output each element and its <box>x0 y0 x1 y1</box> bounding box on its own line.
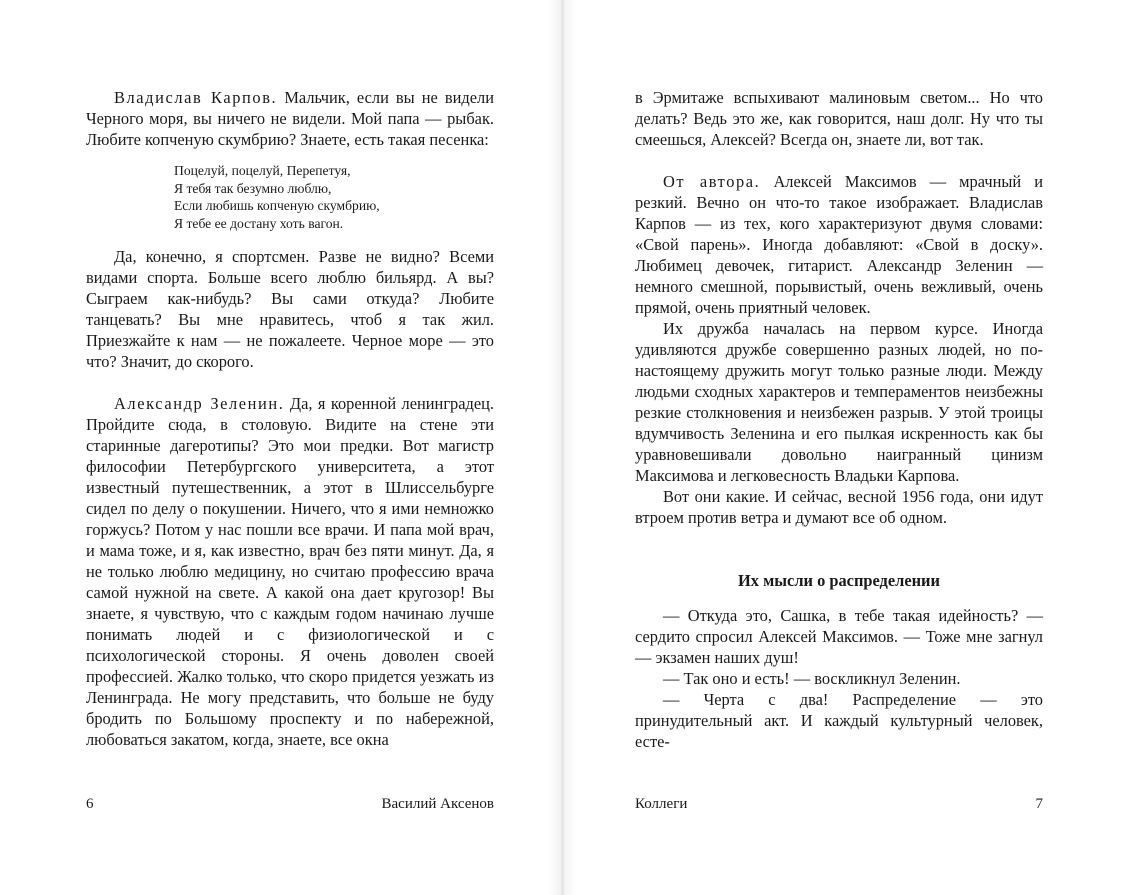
right-text-column <box>635 87 1043 752</box>
verse-line: Я тебе ее достану хоть вагон. <box>174 215 344 231</box>
book-gutter <box>548 0 576 895</box>
song-verse <box>174 162 494 232</box>
karpov-monologue-continued: Да, конечно, я спортсмен. Разве не видно? Всеми видами спорта. Больше всего люблю бильярд. А вы? Сыграем как-нибудь? Вы сами откуда? Любите танцевать? Вы мне нравитесь, чтоб я так жил. Приезжайте к нам — не пожалеете. Черное море — это что? Значит, до скорого. <box>86 247 494 371</box>
running-title-book: Коллеги <box>635 796 688 812</box>
friendship-paragraph: Их дружба началась на первом курсе. Иногда удивляются дружбе совершенно разных людей, но по-настоящему дружить могут только разные люди. Между людьми сходных характеров и темпераментов неизбежны резкие столкновения и неизбежен разрыв. У этой троицы вдумчивость Зеленина и его пылкая искренность как бы уравновешивали довольно наигранный цинизм Максимова и легковесность Владьки Карпова. <box>635 319 1043 485</box>
author-note <box>635 171 1043 318</box>
dialogue-line: — Откуда это, Сашка, в тебе такая идейность? — сердито спросил Алексей Максимов. — Тоже мне загнул — экзамен наших душ! <box>635 606 1043 667</box>
verse-line: Если любишь копченую скумбрию, <box>174 198 380 213</box>
running-title-author: Василий Аксенов <box>381 796 494 812</box>
verse-line: Поцелуй, поцелуй, Перепетуя, <box>174 163 351 178</box>
speaker-zelenin: Александр Зеленин. <box>114 394 285 413</box>
right-page <box>560 0 1130 895</box>
zelenin-monologue-continued: в Эрмитаже вспыхивают малиновым светом... Но что делать? Ведь это же, как говорится, наш долг. Ну что ты смеешься, Алексей? Всегда он, знаете ли, вот так. <box>635 88 1043 149</box>
left-page <box>0 0 560 895</box>
left-text-column <box>86 87 494 750</box>
page-number-right: 7 <box>1035 796 1043 812</box>
karpov-monologue <box>86 87 494 150</box>
karpov-text: Мальчик, если вы не видели Черного моря, вы ничего не видели. Мой папа — рыбак. Любите копченую скумбрию? Знаете, есть такая песенка: <box>86 88 494 149</box>
speaker-karpov: Владислав Карпов. <box>114 88 278 107</box>
chapter-heading: Их мысли о распределении <box>738 571 940 590</box>
speaker-author: От автора. <box>663 172 761 191</box>
zelenin-monologue <box>86 393 494 750</box>
author-note-text: Алексей Максимов — мрачный и резкий. Вечно он что-то такое изображает. Владислав Карпов — из тех, кого характеризуют двумя словами: «Свой парень». Иногда добавляют: «Свой в доску». Любимец девочек, гитарист. Александр Зеленин — немного смешной, порывистый, очень вежливый, очень прямой, очень приятный человек. <box>635 172 1043 317</box>
zelenin-text: Да, я коренной ленинградец. Пройдите сюда, в столовую. Видите на стене эти старинные дагеротипы? Это мои предки. Вот магистр философии Петербургского университета, а этот известный путешественник, а этот в Шлиссельбурге сидел по делу о покушении. Ничего, что я ими немножко горжусь? Потом у нас пошли все врачи. И папа мой врач, и мама тоже, и я, как известно, врач без пяти минут. Да, я не только люблю медицину, но считаю профессию врача самой нужной на свете. А какой она дает кругозор! Вы знаете, я чувствую, что с каждым годом начинаю лучше понимать людей и с физиологической и с психологической стороны. Я очень доволен своей профессией. Жалко только, что скоро придется уезжать из Ленинграда. Не могу представить, что больше не буду бродить по Большому проспекту и по набережной, любоваться закатом, когда, знаете, все окна <box>86 394 495 749</box>
verse-line: Я тебя так безумно люблю, <box>174 180 332 196</box>
page-number-left: 6 <box>86 796 94 812</box>
dialogue-line: — Так оно и есть! — воскликнул Зеленин. <box>663 669 961 688</box>
dialogue-line: — Черта с два! Распределение — это принудительный акт. И каждый культурный человек, есте- <box>635 690 1043 751</box>
spring-paragraph: Вот они какие. И сейчас, весной 1956 года, они идут втроем против ветра и думают все об одном. <box>635 487 1043 527</box>
